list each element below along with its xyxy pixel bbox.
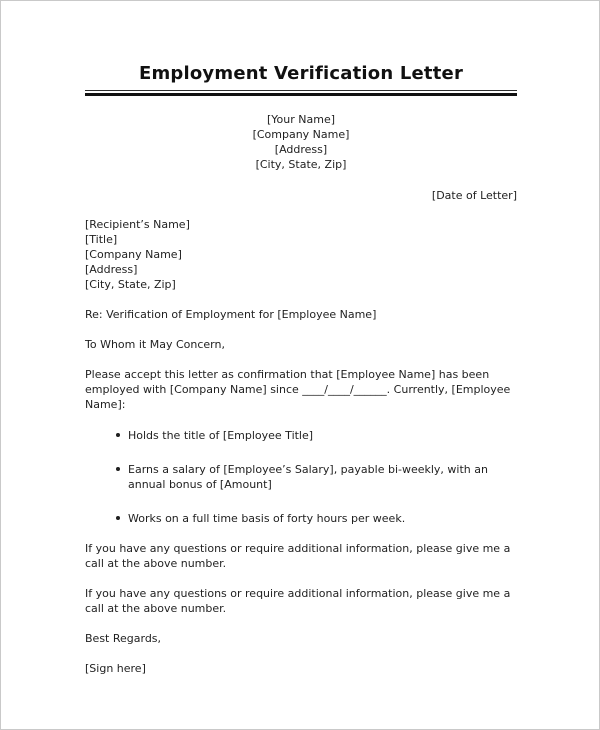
salutation: To Whom it May Concern, bbox=[85, 338, 225, 351]
list-item-salary bbox=[116, 462, 517, 492]
letter-title: Employment Verification Letter bbox=[138, 63, 464, 84]
intro-paragraph: Please accept this letter as confirmation that [Employee Name] has been employed with [Company Name] since ____/____/______. Currently, [Employee Name]: bbox=[85, 368, 511, 411]
recipient-name-line: [Recipient’s Name] bbox=[85, 218, 190, 231]
sender-company-line: [Company Name] bbox=[252, 128, 350, 141]
list-item-text: Earns a salary of [Employee’s Salary], payable bi-weekly, with an annual bonus of [Amount] bbox=[128, 463, 488, 491]
closing-paragraph-1: If you have any questions or require additional information, please give me a call at the above number. bbox=[85, 542, 511, 570]
list-item-title bbox=[116, 428, 517, 443]
employment-details-list bbox=[85, 428, 517, 526]
sender-city-line: [City, State, Zip] bbox=[255, 158, 347, 171]
bullet-icon bbox=[116, 433, 120, 437]
recipient-address-block bbox=[85, 217, 517, 292]
sender-name-line: [Your Name] bbox=[266, 113, 335, 126]
list-item-text: Works on a full time basis of forty hours per week. bbox=[128, 512, 406, 525]
recipient-address-line: [Address] bbox=[85, 263, 138, 276]
date-of-letter: [Date of Letter] bbox=[431, 189, 517, 202]
signature-placeholder: [Sign here] bbox=[85, 662, 146, 675]
title-divider-rule bbox=[85, 90, 517, 96]
letter-content bbox=[1, 1, 599, 676]
sign-off: Best Regards, bbox=[85, 632, 162, 645]
subject-line: Re: Verification of Employment for [Employee Name] bbox=[85, 308, 377, 321]
closing-paragraph-2: If you have any questions or require additional information, please give me a call at the above number. bbox=[85, 587, 511, 615]
list-item-text: Holds the title of [Employee Title] bbox=[128, 429, 314, 442]
sender-address-block bbox=[85, 112, 517, 172]
list-item-hours bbox=[116, 511, 517, 526]
sender-address-line: [Address] bbox=[274, 143, 328, 156]
bullet-icon bbox=[116, 516, 120, 520]
bullet-icon bbox=[116, 467, 120, 471]
recipient-title-line: [Title] bbox=[85, 233, 118, 246]
recipient-company-line: [Company Name] bbox=[85, 248, 182, 261]
recipient-city-line: [City, State, Zip] bbox=[85, 278, 176, 291]
